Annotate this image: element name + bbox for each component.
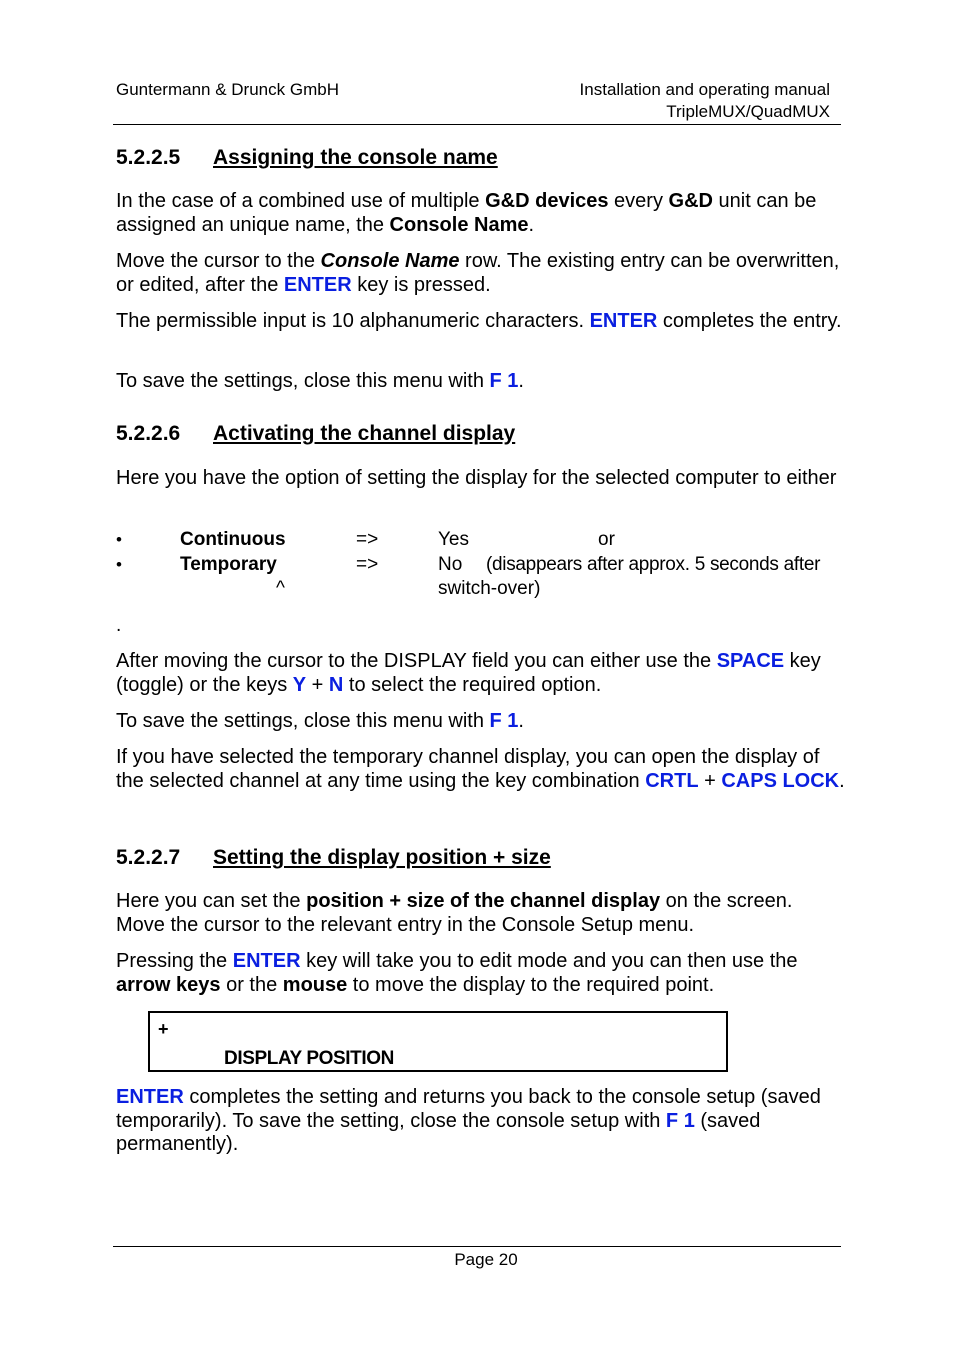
paragraph-5225-2: Move the cursor to the Console Name row. The existing entry can be overwritten, or edited, after the ENTER key is pressed. <box>116 250 840 296</box>
option-label: Continuous <box>180 529 286 550</box>
key-crtl: CRTL <box>645 769 699 792</box>
paragraph-5226-intro: Here you have the option of setting the display for the selected computer to either <box>116 467 837 489</box>
option-note: (disappears after approx. 5 seconds after <box>486 554 821 575</box>
key-n: N <box>328 673 344 696</box>
header-product: TripleMUX/QuadMUX <box>666 102 830 121</box>
section-title: Assigning the console name <box>213 146 498 169</box>
section-title: Setting the display position + size <box>213 846 551 869</box>
option-label: Temporary <box>180 554 277 575</box>
paragraph-5227-1: Here you can set the position + size of the channel display on the screen. Move the cursor to the relevant entry in the Console Setup menu. <box>116 890 793 936</box>
key-space: SPACE <box>716 650 785 672</box>
header-manual-title <box>580 79 830 123</box>
option-value: Yes <box>438 529 469 550</box>
option-note-continued: switch-over) <box>438 578 541 599</box>
option-value: No <box>438 554 463 575</box>
footer-rule <box>113 1246 841 1247</box>
key-caps-lock: CAPS LOCK <box>721 769 840 792</box>
paragraph-5225-3: The permissible input is 10 alphanumeric characters. ENTER completes the entry. <box>116 310 842 332</box>
bullet: • <box>116 530 122 549</box>
key-y: Y <box>292 673 307 696</box>
option-arrow: => <box>356 554 379 575</box>
paragraph-5227-3: ENTER completes the setting and returns you back to the console setup (saved temporarily). To save the setting, close the console setup with F 1 (saved permanently). <box>116 1086 821 1155</box>
key-f1: F 1 <box>665 1109 695 1132</box>
bullet: • <box>116 555 122 574</box>
paragraph-5227-2: Pressing the ENTER key will take you to edit mode and you can then use the arrow keys or the mouse to move the display to the required point. <box>116 950 798 996</box>
header-rule <box>113 124 841 125</box>
paragraph-5225-1: In the case of a combined use of multiple G&D devices every G&D unit can be assigned an unique name, the Console Name. <box>116 190 817 236</box>
key-enter: ENTER <box>589 310 658 332</box>
section-title: Activating the channel display <box>213 422 516 445</box>
key-f1: F 1 <box>489 370 519 392</box>
caret-mark: ^ <box>276 578 285 599</box>
page-number: Page 20 <box>454 1250 518 1269</box>
section-number: 5.2.2.5 <box>116 146 181 169</box>
paragraph-5226-1: After moving the cursor to the DISPLAY field you can either use the SPACE key (toggle) or the keys Y + N to select the required option. <box>116 650 821 696</box>
paragraph-5226-2: To save the settings, close this menu with F 1. <box>116 710 524 732</box>
stray-dot: . <box>116 615 122 636</box>
paragraph-5226-3: If you have selected the temporary channel display, you can open the display of the selected channel at any time using the key combination CRTL + CAPS LOCK. <box>116 746 845 792</box>
key-enter: ENTER <box>283 273 352 296</box>
display-position-label: DISPLAY POSITION <box>224 1048 394 1069</box>
key-enter: ENTER <box>232 950 301 972</box>
paragraph-5225-4: To save the settings, close this menu with F 1. <box>116 370 524 392</box>
section-number: 5.2.2.6 <box>116 422 181 445</box>
header-manual-line: Installation and operating manual <box>579 80 830 99</box>
option-note: or <box>598 529 615 550</box>
key-enter: ENTER <box>116 1086 184 1108</box>
section-number: 5.2.2.7 <box>116 846 181 869</box>
key-f1: F 1 <box>489 710 519 732</box>
option-arrow: => <box>356 529 379 550</box>
header-company: Guntermann & Drunck GmbH <box>116 80 339 99</box>
position-marker: + <box>158 1019 169 1039</box>
display-position-box <box>148 1011 728 1072</box>
